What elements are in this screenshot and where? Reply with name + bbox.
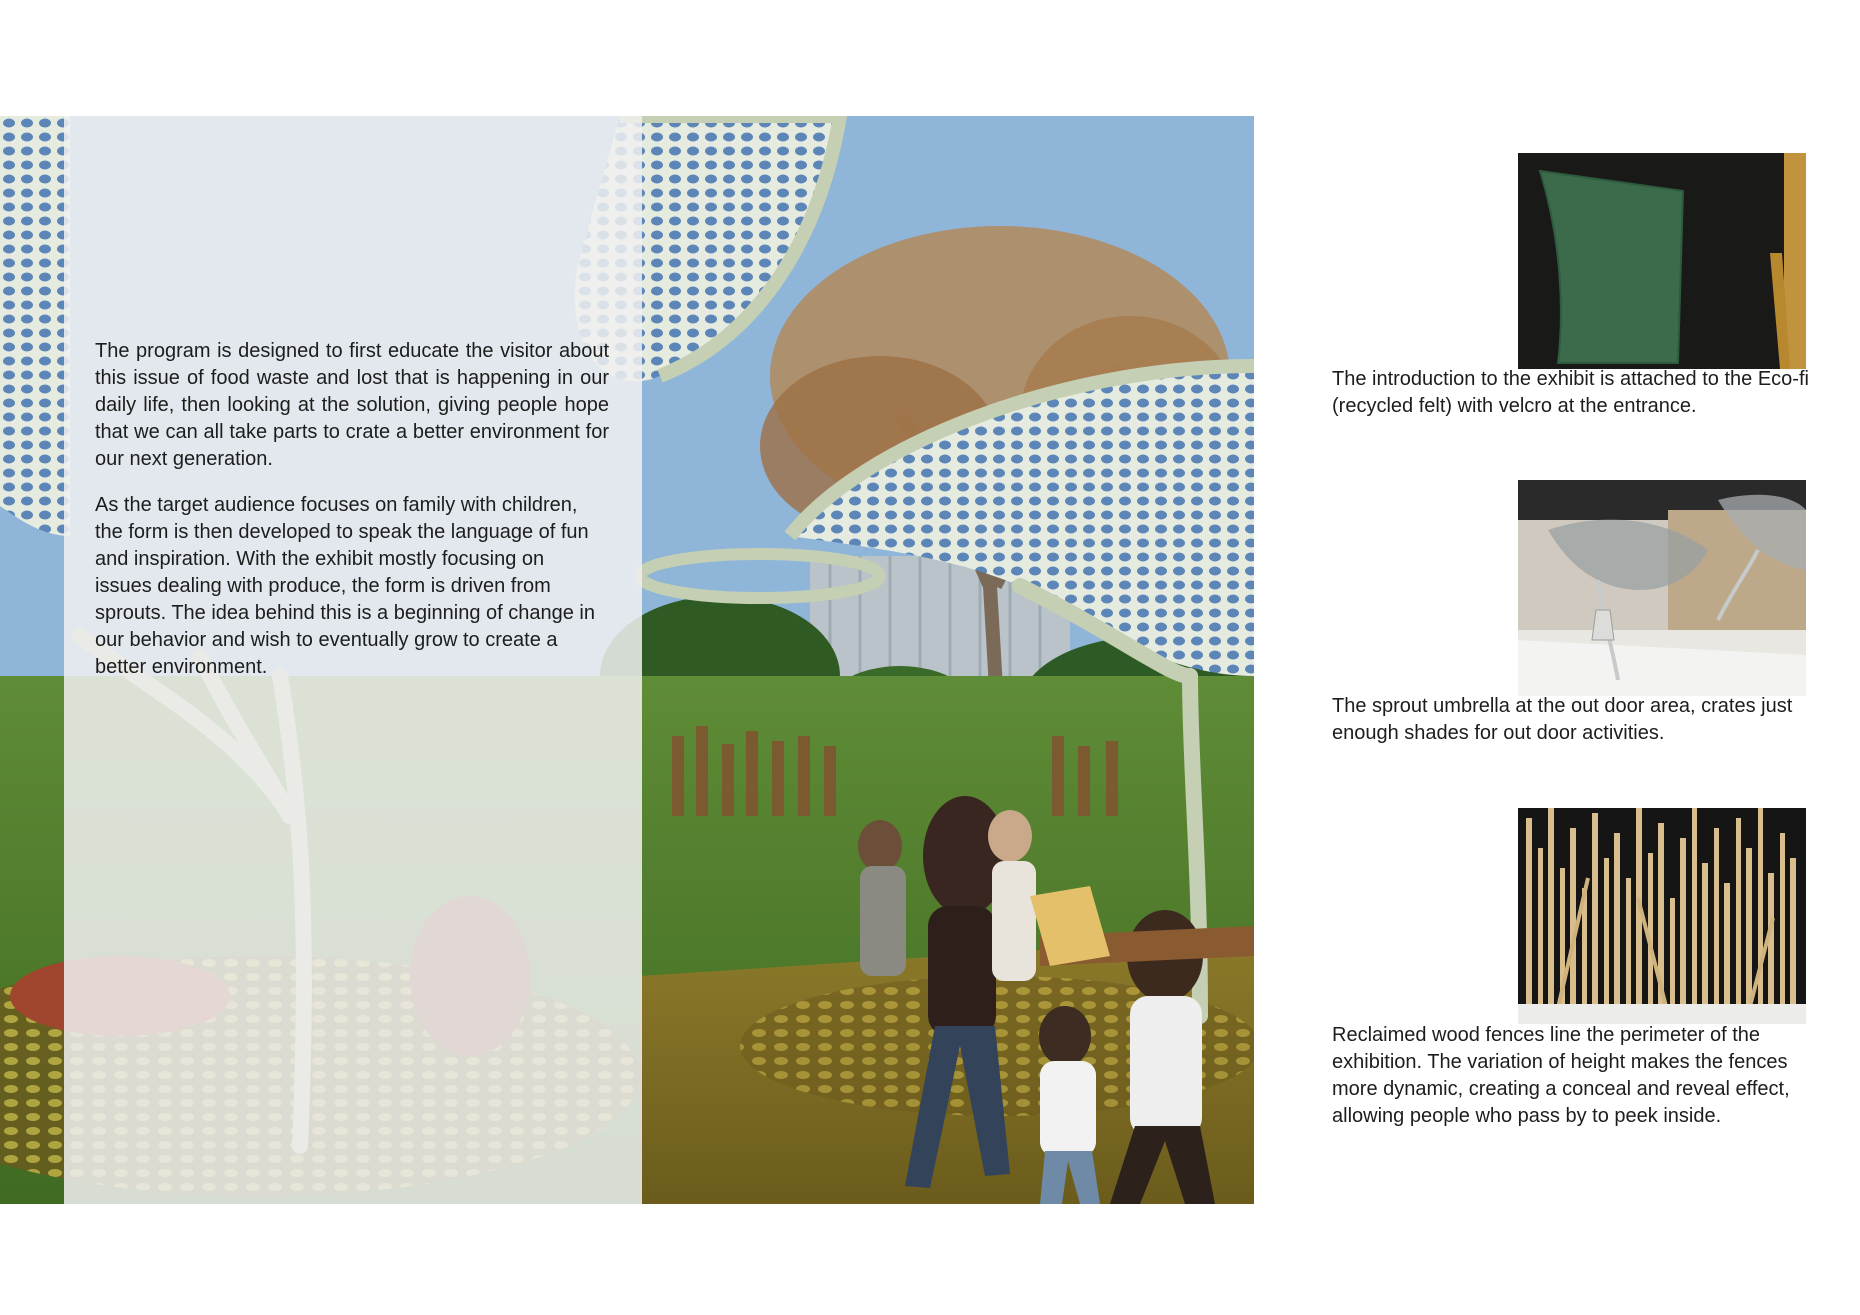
sprout-umbrella-caption: The sprout umbrella at the out door area, crates just enough shades for out door activities. [1332, 695, 1793, 744]
felt-intro-photo [1518, 153, 1806, 369]
felt-intro-illustration [1518, 153, 1806, 369]
sprout-umbrella-model-photo [1518, 480, 1806, 696]
felt-intro-caption: The introduction to the exhibit is attached to the Eco-fi (recycled felt) with velcro at the entrance. [1332, 368, 1809, 417]
wood-fence-model-photo [1518, 808, 1806, 1024]
wood-fence-illustration [1518, 808, 1806, 1024]
concept-paragraph: As the target audience focuses on family with children, the form is then developed to speak the language of fun and inspiration. With the exhibit mostly focusing on issues dealing with produce, the form is driven from sprouts. The idea behind this is a beginning of change in our behavior and wish to eventually grow to create a better environment. [95, 494, 595, 678]
sprout-umbrella-illustration [1518, 480, 1806, 696]
intro-paragraph: The program is designed to first educate the visitor about this issue of food waste and lost that is happening in our daily life, then looking at the solution, giving people hope that we can all take parts to crate a better environment for our next generation. [95, 340, 609, 470]
wood-fence-caption: Reclaimed wood fences line the perimeter of the exhibition. The variation of height makes the fences more dynamic, creating a conceal and reveal effect, allowing people who pass by to peek inside. [1332, 1024, 1790, 1127]
